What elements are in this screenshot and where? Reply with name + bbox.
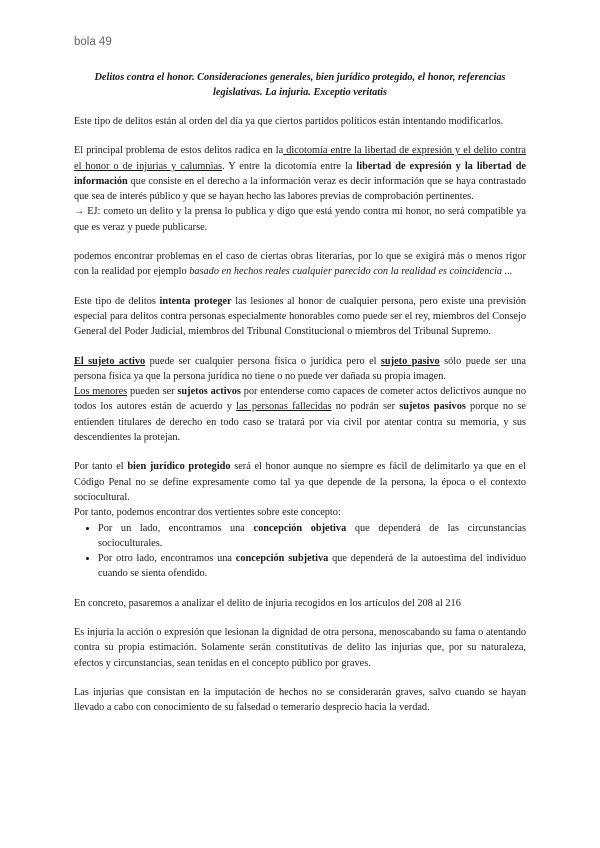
bullet-list: [74, 521, 526, 582]
paragraph-dicotomia: [74, 143, 526, 204]
document-title: Delitos contra el honor. Consideraciones generales, bien jurídico protegido, el honor, referencias legislativas. La injuria. Exceptio veritatis: [94, 72, 506, 98]
paragraph-vertientes: Por tanto, podemos encontrar dos vertientes sobre este concepto:: [74, 507, 341, 519]
document-body: [74, 70, 526, 730]
text: no podrán ser: [331, 401, 400, 413]
paragraph-proteccion: [74, 294, 526, 340]
paragraph-menores: [74, 384, 526, 445]
bold-text: concepción subjetiva: [235, 553, 329, 565]
bold-text: intenta proteger: [159, 295, 232, 307]
text: Por otro lado, encontramos una: [98, 553, 236, 565]
underlined-text: Los menores: [74, 386, 128, 398]
text: puede ser cualquier persona física o jurídica pero el: [145, 355, 381, 367]
text: que dependerá de la autoestima del individuo cuando se sienta ofendido.: [98, 553, 527, 580]
underlined-text: las personas fallecidas: [236, 401, 332, 413]
text: El principal problema de estos delitos radica en la: [74, 145, 284, 157]
bold-underlined-text: El: [74, 355, 89, 367]
list-item: [98, 551, 526, 582]
paragraph-sujetos: [74, 354, 526, 385]
paragraph-example: → EJ: cometo un delito y la prensa lo publica y digo que está yendo contra mi honor, no será compatible ya que es veraz y puede publicarse.: [74, 206, 526, 233]
text: que consiste en el derecho a la información veraz es decir información que se haya contrastado que sea de interés público y que se hayan hecho las labores previas de comprobación pertinentes.: [74, 175, 526, 203]
bold-text: libertad de expresión y la libertad de información: [74, 160, 526, 187]
text: será el honor aunque no siempre es fácil de delimitarlo ya que en el Código Penal no se define expresamente como tal ya que depende de la persona, la época o el contexto sociocultural.: [74, 461, 526, 503]
paragraph-obras-literarias: [74, 249, 526, 280]
bold-text: concepción objetiva: [253, 522, 347, 534]
list-item: [98, 521, 526, 552]
page-header: bola 49: [74, 36, 112, 48]
paragraph-intro: Este tipo de delitos están al orden del día ya que ciertos partidos políticos están intentando modificarlos.: [74, 116, 504, 127]
text: las lesiones al honor de cualquier persona, pero existe una previsión especial para delitos contra personas especialmente honorables como puede ser el rey, miembros del Consejo General del Poder Judicial, miembros del Tribunal Constitucional o miembros del Tribunal Supremo.: [74, 295, 526, 338]
text: Por tanto el: [74, 461, 128, 473]
paragraph-definicion-injuria: Es injuria la acción o expresión que lesionan la dignidad de otra persona, menoscabando su fama o atentando contra su propia estimación. Solamente serán constitutivas de delito las injurias que, por su naturaleza, efectos y circunstancias, sean tenidas en el concepto público por graves.: [74, 627, 526, 669]
bold-text: bien jurídico protegido: [127, 461, 231, 473]
text: sólo puede ser una persona física ya que la persona jurídica no tiene o no puede ver dañada su propia imagen.: [74, 355, 526, 382]
text: pueden ser: [127, 386, 178, 398]
bold-text: sujetos pasivos: [399, 401, 466, 413]
bold-underlined-text: sujeto pasivo: [380, 355, 440, 367]
text: por entenderse como capaces de cometer actos delictivos aunque no todos los autores están de acuerdo y: [74, 386, 526, 413]
text: . Y entre la dicotomía entre la: [222, 160, 357, 172]
text: Por un lado, encontramos una: [98, 522, 254, 534]
bold-underlined-text: sujeto activo: [88, 355, 146, 367]
text: porque no se entienden titulares de derecho en todo caso se tratará por vía civil por atentar contra su memoria, y sus descendientes la protejan.: [74, 401, 526, 444]
italic-text: basado en hechos reales cualquier parecido con la realidad es coincidencia ...: [189, 266, 513, 278]
paragraph-injurias-graves: Las injurias que consistan en la imputación de hechos no se considerarán graves, salvo cuando se hayan llevado a cabo con conocimiento de su falsedad o temerario desprecio hacia la verdad.: [74, 686, 526, 714]
underlined-text: dicotomía entre la libertad de expresión y el delito contra el honor o de injurias y calumnias: [74, 145, 526, 172]
text: podemos encontrar problemas en el caso de ciertas obras literarias, por lo que se exigirá más o menos rigor con la realidad por ejemplo: [74, 251, 526, 278]
text: Este tipo de delitos: [74, 295, 160, 307]
paragraph-articulos: En concreto, pasaremos a analizar el delito de injuria recogidos en los artículos del 208 al 216: [74, 597, 461, 609]
text: que dependerá de las circunstancias socioculturales.: [98, 522, 527, 549]
bold-text: sujetos activos: [177, 386, 241, 398]
paragraph-bien-juridico: [74, 459, 526, 505]
